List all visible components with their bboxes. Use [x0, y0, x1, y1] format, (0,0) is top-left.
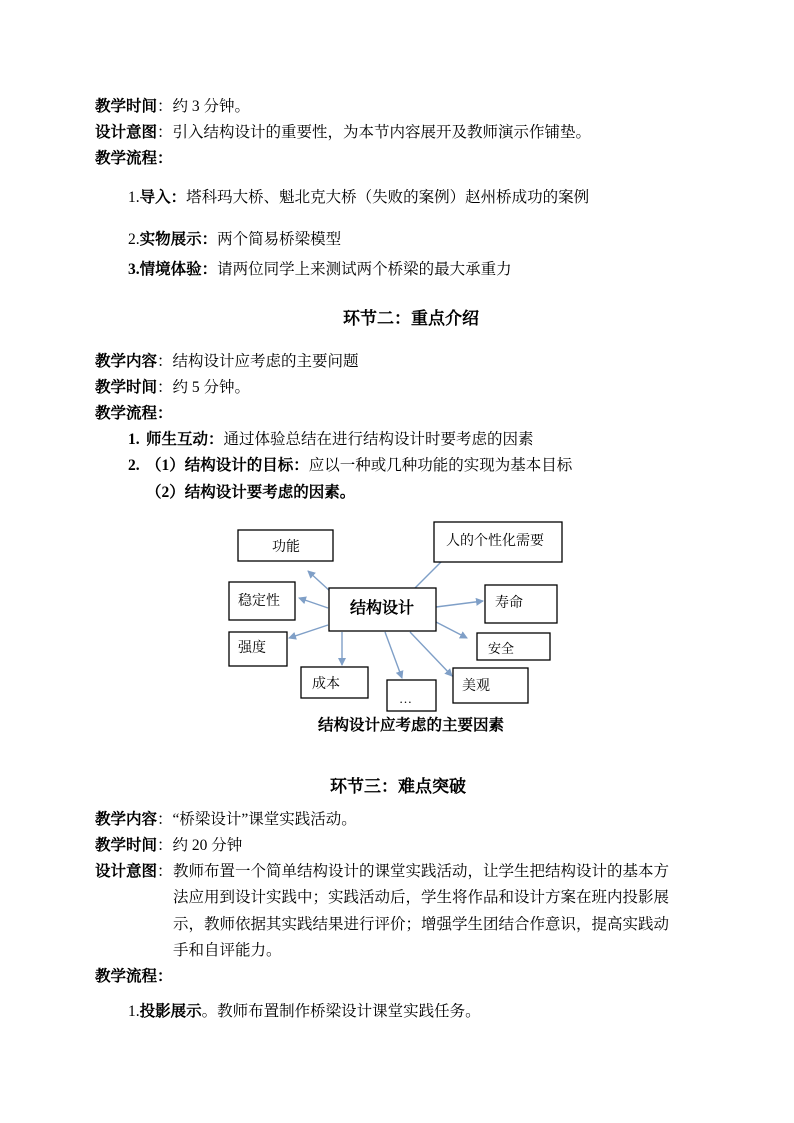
s3-step-1-text: 。教师布置制作桥梁设计课堂实践任务。 [201, 1003, 481, 1020]
s1-step-3 [128, 260, 512, 280]
s2-time-value: ：约 5 分钟。 [157, 379, 251, 396]
s1-step-1-text: 塔科玛大桥、魁北克大桥（失败的案例）赵州桥成功的案例 [186, 189, 590, 206]
s2-item-2-num: 2. [128, 457, 140, 474]
s2-item-1-text: 通过体验总结在进行结构设计时要考虑的因素 [223, 431, 534, 448]
structure-design-diagram [220, 515, 570, 715]
label-aesthetics: 美观 [462, 679, 490, 694]
s1-step-2 [128, 230, 341, 250]
s3-intent-line-4: 手和自评能力。 [173, 942, 282, 959]
s1-time-value: ：约 3 分钟。 [157, 98, 251, 115]
s1-intent-line [95, 123, 591, 143]
label-safety: 安全 [488, 641, 515, 656]
arrow-to-safety [436, 622, 467, 638]
arrow-to-function [308, 571, 331, 592]
s2-item-2 [128, 456, 572, 476]
s1-intent-value: ：引入结构设计的重要性，为本节内容展开及教师演示作铺垫。 [157, 124, 592, 141]
s3-time-value: ：约 20 分钟 [157, 837, 243, 854]
s3-intent-line-2: 法应用到设计实践中；实践活动后，学生将作品和设计方案在班内投影展 [173, 889, 670, 906]
s3-content-line [95, 810, 357, 830]
s2-process-label: 教学流程： [95, 405, 173, 422]
label-strength: 强度 [238, 641, 266, 656]
s1-time-line [95, 97, 250, 117]
s2-content-value: ：结构设计应考虑的主要问题 [157, 353, 359, 370]
s3-step-1-num: 1. [128, 1003, 140, 1020]
s2-item-1 [128, 430, 534, 450]
label-more: … [399, 691, 412, 706]
arrow-to-more [385, 632, 402, 678]
s3-intent-label: 设计意图 [95, 863, 158, 880]
arrow-to-stability [299, 598, 328, 608]
arrow-to-strength [289, 625, 328, 638]
label-stability: 稳定性 [238, 594, 280, 609]
s2-heading: 环节二：重点介绍 [343, 309, 479, 328]
s1-time-label: 教学时间 [95, 98, 158, 115]
s2-item-1-title: 师生互动： [146, 431, 224, 448]
s3-intent-line-1: 教师布置一个简单结构设计的课堂实践活动，让学生把结构设计的基本方 [173, 863, 670, 880]
s3-intent-label-line [95, 862, 173, 882]
s2-item-2b: （2）结构设计要考虑的因素。 [146, 484, 356, 501]
s1-step-2-title: 实物展示： [139, 231, 218, 248]
diagram-caption: 结构设计应考虑的主要因素 [318, 717, 505, 734]
s1-step-3-num: 3. [128, 261, 140, 278]
label-lifespan: 寿命 [495, 596, 523, 611]
s1-step-3-text: 请两位同学上来测试两个桥梁的最大承重力 [217, 261, 512, 278]
s3-heading: 环节三：难点突破 [330, 777, 466, 796]
s2-time-line [95, 378, 250, 398]
label-function: 功能 [272, 540, 300, 555]
s1-step-1 [128, 188, 589, 208]
label-personal-needs: 人的个性化需要 [446, 534, 544, 549]
arrow-to-personal-needs [415, 562, 441, 588]
arrow-to-lifespan [436, 601, 483, 607]
s2-content-label: 教学内容 [95, 353, 158, 370]
arrow-to-aesthetics [410, 632, 452, 676]
s1-step-1-title: 导入： [139, 189, 187, 206]
s2-content-line [95, 352, 359, 372]
s3-time-line [95, 836, 242, 856]
s2-item-2-text: 应以一种或几种功能的实现为基本目标 [308, 457, 573, 474]
s3-time-label: 教学时间 [95, 837, 158, 854]
s1-intent-label: 设计意图 [95, 124, 158, 141]
s1-step-1-num: 1. [128, 189, 140, 206]
s3-content-value: ：“桥梁设计”课堂实践活动。 [157, 811, 357, 828]
s2-item-1-num: 1. [128, 431, 140, 448]
label-cost: 成本 [312, 677, 340, 692]
s3-step-1-title: 投影展示 [139, 1003, 202, 1020]
s3-step-1 [128, 1002, 481, 1022]
s1-step-2-text: 两个简易桥梁模型 [217, 231, 342, 248]
s2-time-label: 教学时间 [95, 379, 158, 396]
s1-process-label: 教学流程： [95, 150, 173, 167]
s3-intent-line-3: 示，教师依据其实践结果进行评价；增强学生团结合作意识，提高实践动 [173, 916, 670, 933]
s3-intent-colon: ： [157, 863, 173, 880]
s2-item-2-title: （1）结构设计的目标： [146, 457, 309, 474]
s3-content-label: 教学内容 [95, 811, 158, 828]
s1-step-2-num: 2. [128, 231, 140, 248]
label-center: 结构设计 [350, 600, 415, 617]
s3-process-label: 教学流程： [95, 968, 173, 985]
s1-step-3-title: 情境体验： [139, 261, 218, 278]
